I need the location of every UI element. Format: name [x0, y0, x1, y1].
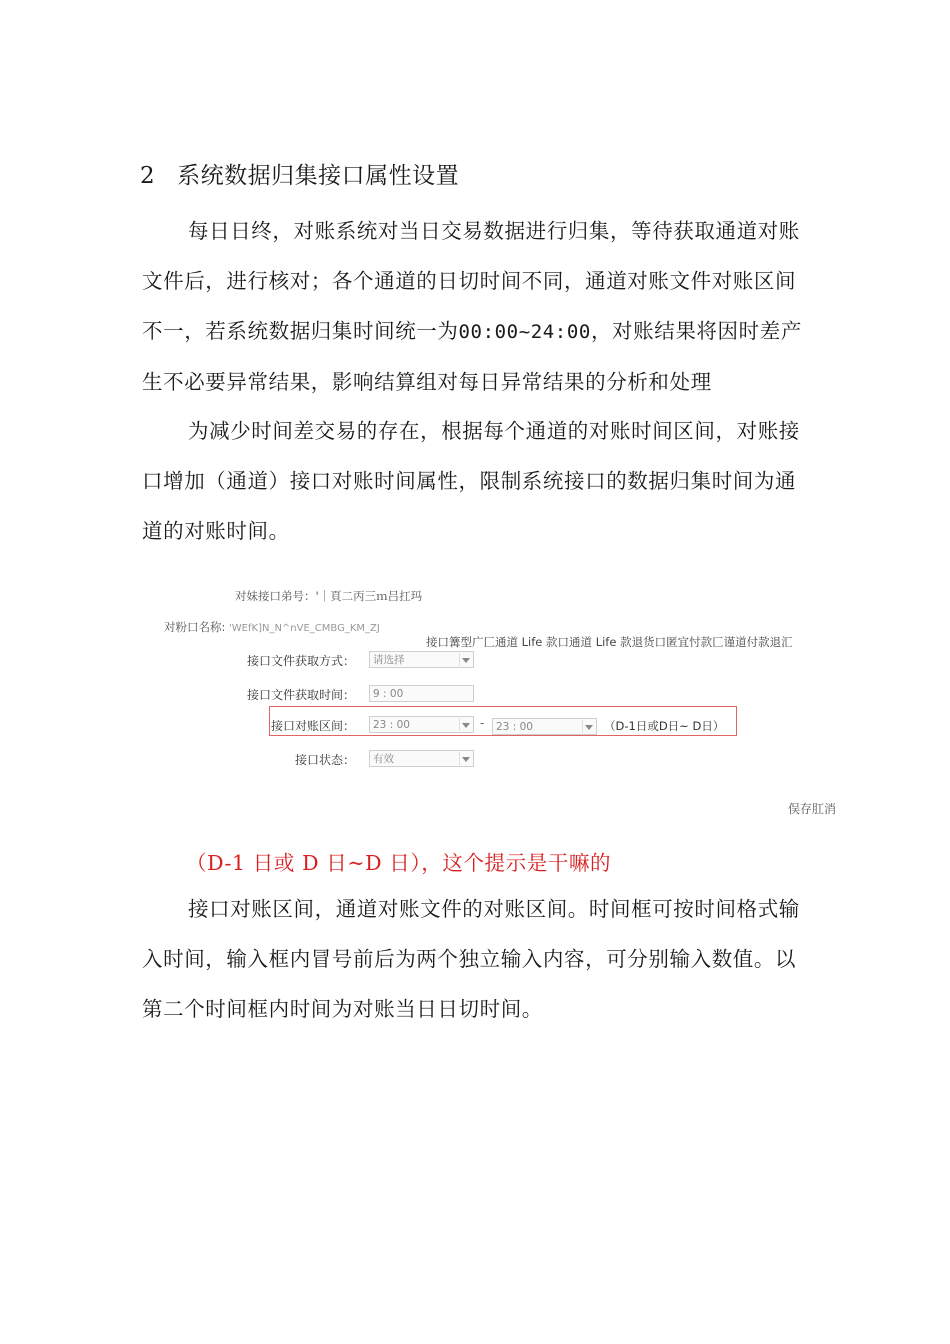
interface-name-value: 'WEfK]N_N^nVE_CMBG_KM_ZJ [229, 623, 380, 634]
paragraph-line: 生不必要异常结果，影响结算组对每日异常结果的分析和处理 [142, 370, 712, 394]
paragraph-line [142, 306, 842, 357]
range-separator: - [480, 716, 485, 730]
range-end-select[interactable]: 23 : 00 [492, 718, 597, 735]
paragraph-text: ，对账结果将因时差产 [590, 319, 802, 343]
status-label: 接口状态： [294, 753, 355, 767]
file-time-input[interactable]: 9 : 00 [369, 685, 474, 702]
interface-settings-screenshot [160, 580, 850, 820]
paragraph-line: 文件后，进行核对；各个通道的日切时间不同，通道对账文件对账区间 [142, 269, 797, 293]
paragraph-1 [142, 206, 842, 407]
save-cancel-buttons[interactable]: 俣存肛消 [788, 802, 837, 816]
section-title: 系统数据归集接口属性设置 [177, 163, 460, 189]
paragraph-line: 入时间，输入框内冒号前后为两个独立输入内容，可分别输入数值。以 [142, 947, 797, 971]
range-hint: （D-1日或D日~ D日） [604, 719, 725, 733]
interface-name-row [164, 619, 380, 635]
paragraph-line: 道的对账时间。 [142, 519, 290, 543]
interface-code-value: '｜頁二丙三ｍ吕扛玛 [315, 589, 423, 603]
paragraph-text: 不一，若系统数据归集时间统一为 [142, 319, 459, 343]
file-time-label: 接口文件获取时间： [246, 688, 355, 702]
paragraph-line: 口增加（通道）接口对账时间属性，限制系统接口的数据归集时间为通 [142, 469, 797, 493]
paragraph-line: 接口对账区间，通道对账文件的对账区间。时间框可按时间格式输 [188, 897, 800, 921]
paragraph-2 [142, 406, 842, 556]
question-note: （D-1 日或 D 日~D 日），这个提示是干嘛的 [186, 851, 612, 875]
interface-type-options: 接口篝型广匚通道 Life 款口通道 Life 款退货口匿宜忖款匚谨道付款退汇 [426, 635, 793, 649]
range-label: 接口对账区间： [270, 719, 355, 733]
time-range-text: 00:00~24:00 [458, 321, 591, 343]
paragraph-line: 每日日终，对账系统对当日交易数据进行归集，等待获取通道对账 [188, 219, 800, 243]
file-method-label: 接口文件获取方式： [246, 654, 355, 668]
interface-name-label: 对粉口名称: [164, 620, 226, 634]
interface-code-label: 对妹接口弟号： [235, 589, 316, 603]
file-method-select[interactable]: 请选择 [369, 651, 474, 668]
interface-code-row [235, 588, 422, 604]
section-heading [140, 157, 459, 190]
paragraph-line: 第二个时间框内时间为对账当日日切时间。 [142, 997, 543, 1021]
paragraph-3 [142, 884, 842, 1034]
range-start-select[interactable]: 23 : 00 [369, 716, 474, 733]
paragraph-line: 为减少时间差交易的存在，根据每个通道的对账时间区间，对账接 [188, 419, 800, 443]
section-number: 2 [140, 163, 156, 189]
status-select[interactable]: 有效 [369, 750, 474, 767]
